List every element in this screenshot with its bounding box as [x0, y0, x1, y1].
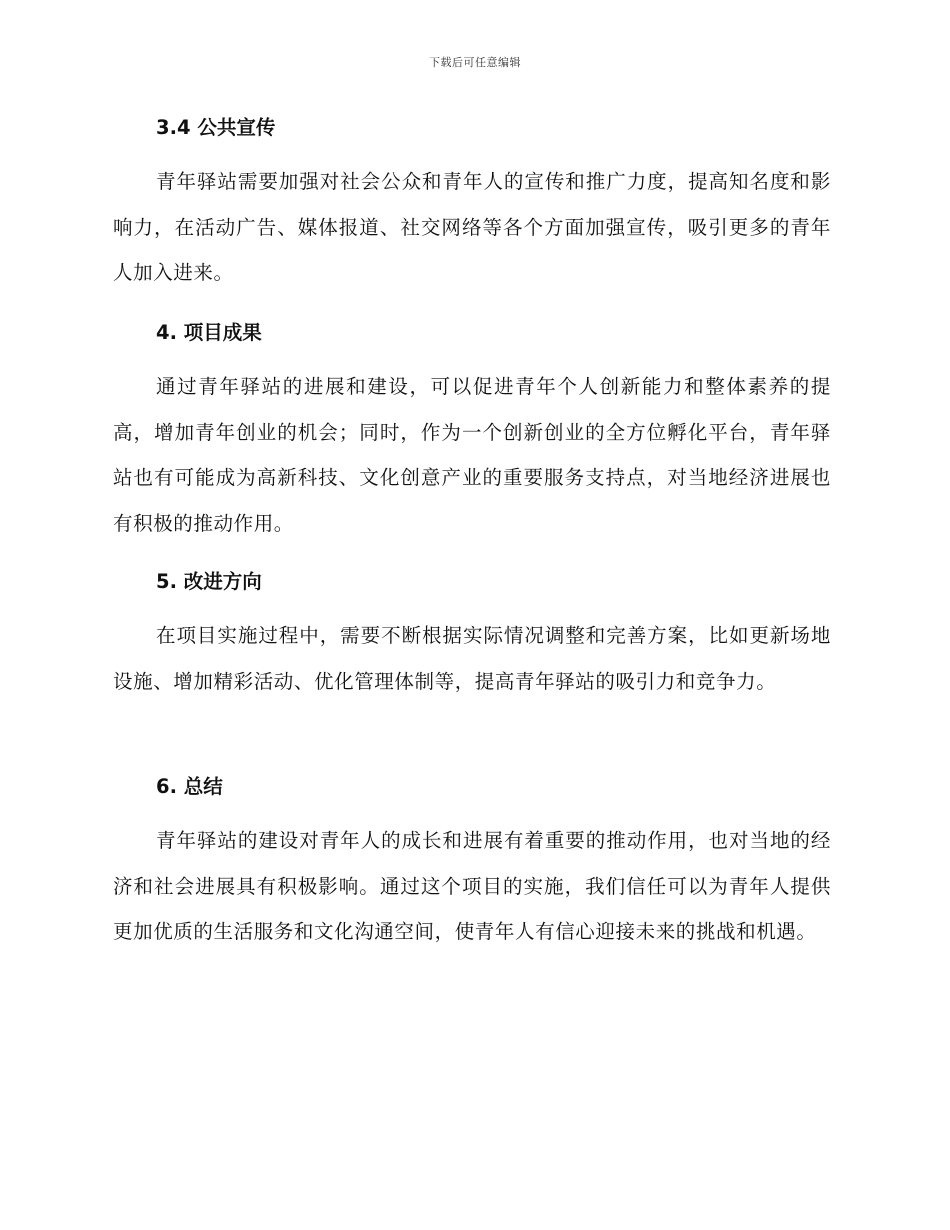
section-heading: 4. 项目成果 — [156, 321, 262, 344]
section-paragraph: 青年驿站需要加强对社会公众和青年人的宣传和推广力度，提高知名度和影响力，在活动广告、媒体报道、社交网络等各个方面加强宣传，吸引更多的青年人加入进来。 — [113, 170, 831, 284]
page-header: 下载后可任意编辑 — [429, 56, 521, 69]
section-improvement-direction — [113, 568, 831, 704]
section-project-results — [113, 319, 831, 546]
section-paragraph: 青年驿站的建设对青年人的成长和进展有着重要的推动作用，也对当地的经济和社会进展具有积极影响。通过这个项目的实施，我们信任可以为青年人提供更加优质的生活服务和文化沟通空间，使青年人有信心迎接未来的挑战和机遇。 — [113, 829, 831, 943]
section-summary — [113, 773, 831, 955]
section-paragraph: 在项目实施过程中，需要不断根据实际情况调整和完善方案，比如更新场地设施、增加精彩活动、优化管理体制等，提高青年驿站的吸引力和竞争力。 — [113, 624, 831, 693]
section-heading: 6. 总结 — [156, 775, 223, 798]
section-heading: 3.4 公共宣传 — [156, 116, 276, 139]
section-public-promotion — [113, 114, 831, 296]
section-paragraph: 通过青年驿站的进展和建设，可以促进青年个人创新能力和整体素养的提高，增加青年创业的机会；同时，作为一个创新创业的全方位孵化平台，青年驿站也有可能成为高新科技、文化创意产业的重要服务支持点，对当地经济进展也有积极的推动作用。 — [113, 375, 831, 535]
section-heading: 5. 改进方向 — [156, 570, 262, 593]
